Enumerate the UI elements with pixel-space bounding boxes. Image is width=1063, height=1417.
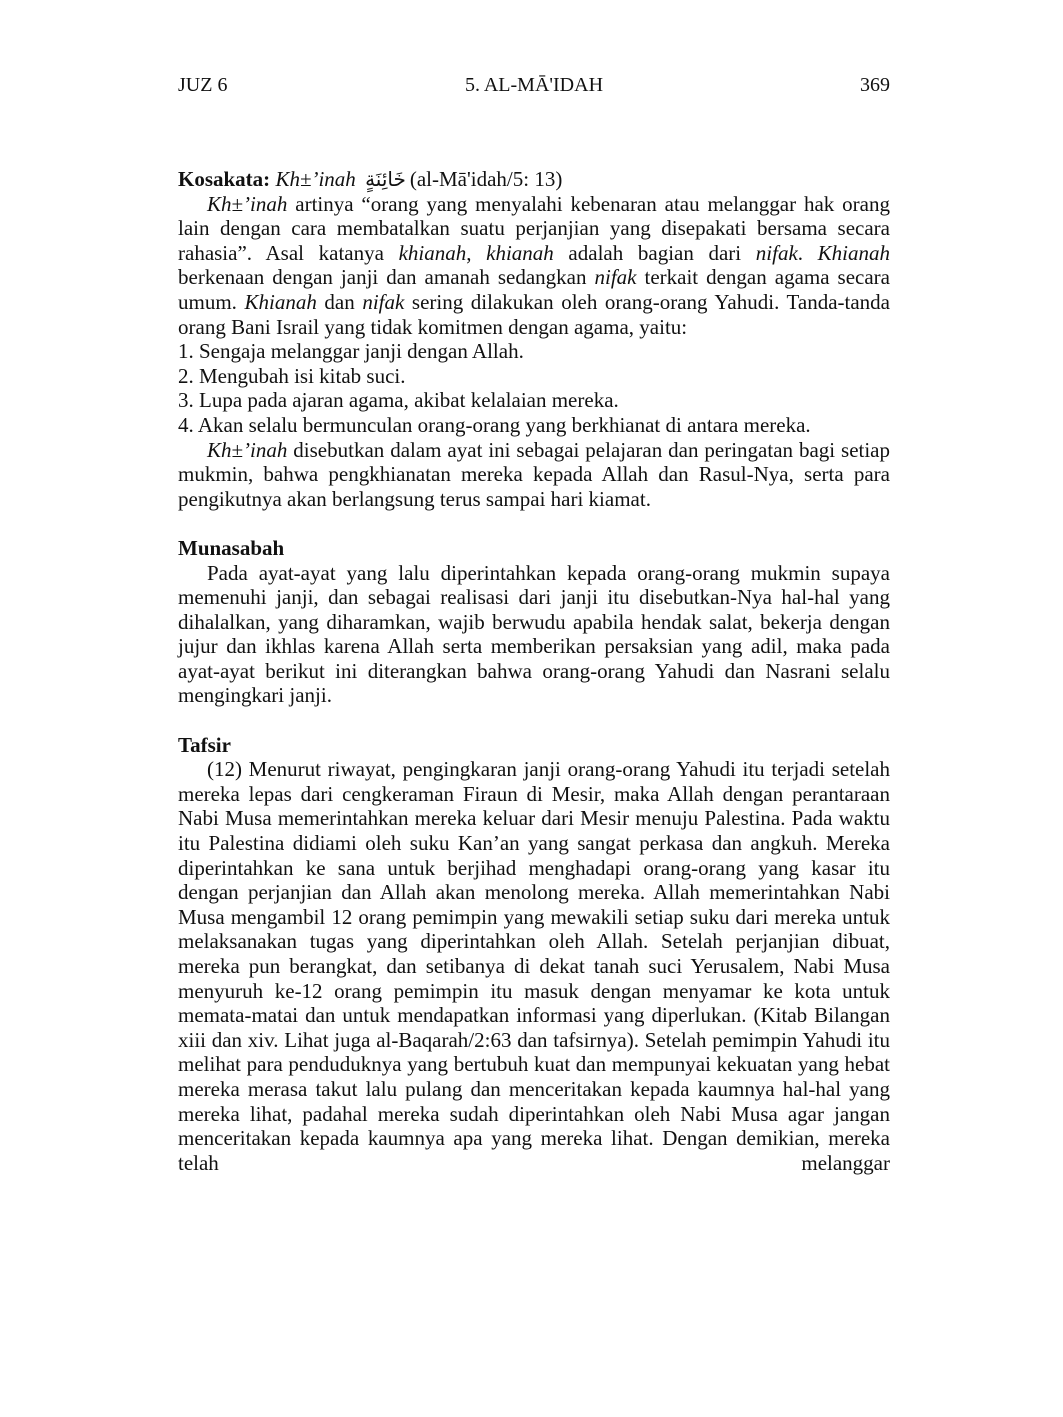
tafsir-paragraph: (12) Menurut riwayat, pengingkaran janji orang-orang Yahudi itu terjadi setelah mereka lepas dari cengkeraman Firaun di Mesir, maka Allah dengan perantaraan Nabi Musa memerintahkan mereka keluar dari Mesir menuju Palestina. Pada waktu itu Palestina didiami oleh suku Kan’an yang sangat perkasa dan angkuh. Mereka diperintahkan ke sana untuk berjihad menghadapi orang-orang yang kasar itu dengan perjanjian dan Allah akan menolong mereka. Allah memerintahkan Nabi Musa mengambil 12 orang pemimpin yang mewakili setiap suku dari mereka untuk melaksanakan tugas yang diperintahkan oleh Allah. Setelah perjanjian dibuat, mereka pun berangkat, dan setibanya di dekat tanah suci Yerusalem, Nabi Musa menyuruh ke-12 orang pemimpin itu masuk dengan menyamar ke kota untuk memata-matai dan untuk mendapatkan informasi yang diperlukan. (Kitab Bilangan xiii dan xiv. Lihat juga al-Baqarah/2:63 dan tafsirnya). Setelah pemimpin Yahudi itu melihat para penduduknya yang bertubuh kuat dan mempunyai kekuatan yang hebat mereka merasa takut lalu pulang dan menceritakan kepada kaumnya hal-hal yang mereka lihat, padahal mereka sudah diperintahkan oleh Nabi Musa agar jangan menceritakan kepada kaumnya apa yang mereka lihat. Dengan demikian, mereka telah melanggar [178, 757, 890, 1175]
text-run: berkenaan dengan janji dan amanah sedangkan [178, 265, 595, 290]
khianat-signs-list [178, 339, 890, 437]
kosakata-paragraph-2 [178, 438, 890, 512]
italic-term: nifak [362, 289, 405, 314]
munasabah-heading: Munasabah [178, 535, 285, 560]
kosakata-reference: (al-Mā'idah/5: 13) [409, 167, 563, 191]
text-run: disebutkan dalam ayat ini sebagai pelajaran dan peringatan bagi setiap mukmin, bahwa pengkhianatan mereka kepada Allah dan Rasul-Nya, serta para pengikutnya akan berlangsung terus sampai hari kiamat. [178, 437, 890, 511]
italic-term: nifak [594, 265, 637, 290]
italic-term: nifak [755, 240, 798, 265]
kosakata-paragraph-1 [178, 192, 890, 340]
tafsir-heading: Tafsir [178, 732, 231, 757]
section-gap [178, 708, 890, 733]
text-run: terkait dengan agama secara umum. [178, 265, 890, 314]
text-run: dan [316, 289, 363, 314]
italic-term: Khianah [244, 289, 317, 314]
italic-term: khianah [486, 240, 554, 265]
text-run: . [797, 240, 818, 265]
kosakata-term: Kh±’inah [275, 167, 356, 191]
surah-title: 5. AL-MĀ'IDAH [464, 74, 604, 96]
text-run: sering dilakukan oleh orang-orang Yahudi. Tanda-tanda orang Bani Israil yang tidak komitmen dengan agama, yaitu: [178, 289, 890, 339]
italic-term: Kh±’inah [207, 191, 288, 216]
list-item: 2. Mengubah isi kitab suci. [178, 363, 406, 388]
list-item: 4. Akan selalu bermunculan orang-orang yang berkhianat di antara mereka. [178, 412, 811, 437]
text-run: adalah bagian dari [553, 240, 756, 265]
juz-label: JUZ 6 [178, 74, 228, 96]
italic-term: khianah [398, 240, 467, 265]
running-header [178, 73, 890, 97]
italic-term: Khianah [817, 240, 891, 265]
text-run: artinya “orang yang menyalahi kebenaran atau melanggar hak orang lain dengan cara membatalkan suatu perjanjian yang disepakati bersama secara rahasia”. Asal katanya [178, 191, 890, 265]
page-body [178, 167, 890, 1175]
kosakata-label: Kosakata: [178, 167, 271, 191]
italic-term: Kh±’inah [207, 437, 288, 462]
list-item: 1. Sengaja melanggar janji dengan Allah. [178, 339, 524, 364]
text-run: , [466, 240, 487, 265]
arabic-term: خَائِنَةٍ [365, 167, 406, 191]
page-number: 369 [860, 74, 890, 96]
section-gap [178, 511, 890, 536]
munasabah-paragraph: Pada ayat-ayat yang lalu diperintahkan kepada orang-orang mukmin supaya memenuhi janji, dan sebagai realisasi dari janji itu disebutkan-Nya hal-hal yang dihalalkan, yang diharamkan, wajib berwudu apabila hendak salat, bekerja dengan jujur dan ikhlas karena Allah serta memberikan persaksian yang adil, maka pada ayat-ayat berikut ini diterangkan bahwa orang-orang Yahudi dan Nasrani selalu mengingkari janji. [178, 560, 890, 708]
list-item: 3. Lupa pada ajaran agama, akibat kelalaian mereka. [178, 388, 619, 413]
kosakata-heading-line [178, 167, 890, 192]
